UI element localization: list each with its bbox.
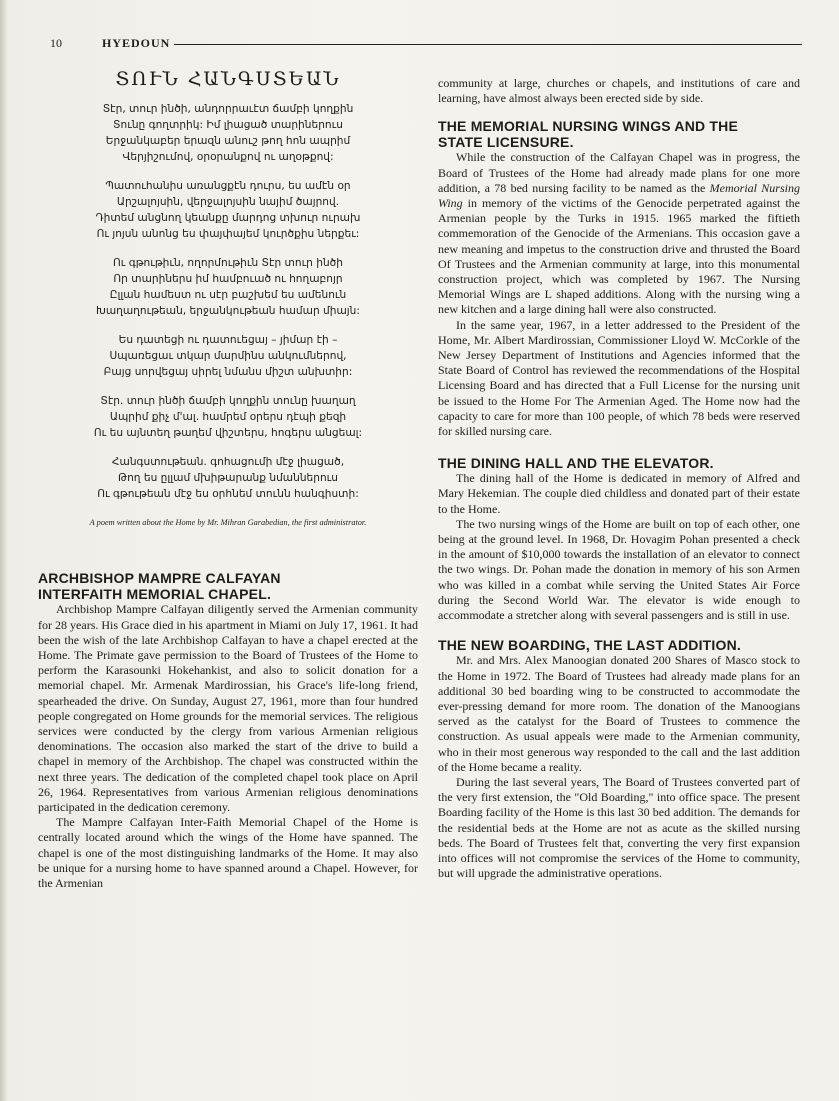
poem-stanza <box>38 255 418 319</box>
heading-line: ARCHBISHOP MAMPRE CALFAYAN <box>38 570 281 587</box>
poem-stanza <box>38 393 418 441</box>
boarding-paragraph: Mr. and Mrs. Alex Manoogian donated 200 Shares of Masco stock to the Home in 1972. The Board of Trustees had already made plans for an additional 30 bed boarding wing to be constructed to accommodate the ever-pressing demand for more room. The donation of the Manoogians served as the catalyst for the Board of Trustees to commence the construction. As usual appeals were made to the Armenian community, who in their most generous way responded to the call and the last addition of the Home became a reality. <box>438 653 800 774</box>
archbishop-heading <box>38 570 418 602</box>
nursing-paragraph <box>438 150 800 317</box>
poem-line: Ըլլան համեստ ու սէր բաշխեմ ես ամենուն <box>109 289 347 302</box>
right-column <box>438 76 800 881</box>
poem-stanza <box>38 101 418 165</box>
heading-line: THE MEMORIAL NURSING WINGS AND THE <box>438 118 739 135</box>
heading-line: STATE LICENSURE. <box>438 134 574 151</box>
poem-line: Հանգստութեան. գոհացումի մէջ լիացած, <box>111 456 345 469</box>
poem-line: Ու գթութիւն, ողորմութիւն Տէր տուր ինծի <box>113 257 343 270</box>
poem-line: Պատուհանիս առանցքէն դուրս, ես ամէն օր <box>105 180 351 193</box>
poem-line: Ու ես այնտեղ թաղեմ վիշտերս, հոգերս անցեալ: <box>93 427 363 440</box>
poem-line: Տէր, տուր ինծի, անդորրաւէտ ճամբի կողքին <box>102 103 354 116</box>
poem-stanza <box>38 332 418 380</box>
poem-line: Որ տարիներս իմ համբուած ու հողաբոյր <box>113 273 343 286</box>
poem-stanza <box>38 454 418 502</box>
poem-line: Ու գթութեան մէջ ես օրհնեմ տունն հանգիստի: <box>97 488 359 501</box>
poem-caption: A poem written about the Home by Mr. Mihran Garabedian, the first administrator. <box>89 518 367 528</box>
poem-line: Ապրիմ քիչ մ'ալ. համրեմ օրերս դէպի քեզի <box>109 411 347 424</box>
poem-line: Տունը գողտրիկ: Իմ լիացած տարիներուս <box>113 119 343 132</box>
poem-line: Թող ես ըլլամ մխիթարանք նմաններուս <box>117 472 338 485</box>
left-column <box>38 68 418 891</box>
poem-line: Սպառեցաւ տկար մարմինս անկումներով, <box>109 350 347 363</box>
running-title: HYEDOUN <box>102 36 171 50</box>
nursing-heading <box>438 118 800 150</box>
poem-line: Ու յոյսն անոնց ես փայփայեմ կուրծքիս ներքեւ: <box>96 228 360 241</box>
header-rule <box>174 44 802 45</box>
poem-line: Բայց սորվեցայ սիրել նմանս միշտ անխտիր: <box>103 366 353 379</box>
continued-paragraph: community at large, churches or chapels, and institutions of care and learning, have almost always been erected side by side. <box>438 76 800 106</box>
text-run: While the construction of the Calfayan Chapel was in progress, the Board of Trustees of the Home had already made plans for one more addition, a 78 bed nursing facility to be named as the <box>438 150 800 195</box>
boarding-paragraph: During the last several years, The Board of Trustees converted part of the very first extension, the "Old Boarding," into office space. The present Boarding facility of the Home is this last 30 bed addition. The demands for the residential beds at the Home are not as acute as the skilled nursing beds. The Board of Trustees felt that, converting the very first expansion into offices will not compromise the services of the Home to community, but will upgrade the administrative operations. <box>438 774 800 881</box>
page-number: 10 <box>50 36 62 50</box>
poem-line: Երջանկաբեր երազն անուշ թող հոն ապրիմ <box>105 135 351 148</box>
archbishop-paragraph: Archbishop Mampre Calfayan diligently served the Armenian community for 28 years. His Grace died in his apartment in Miami on July 17, 1961. It had been the wish of the late Archbishop Calfayan to have a chapel erected at the Home. The Primate gave permission to the Board of Trustees of the Home to perform the Karasounki Hokehankist, and also to solicit donation for a memorial chapel. Mr. Armenak Mardirossian, his Grace's life-long friend, spearheaded the drive. On Sunday, August 27, 1961, more than four hundred people congregated on Home grounds for the memorial services. The religious services were conducted by the clergy from various Armenian religious denominations. The occasion also marked the start of the drive to build a chapel in memory of the Archbishop. The chapel was constructed within the next three years. The dedication of the completed chapel took place on April 26, 1964. Representatives from various Armenian religious denominations participated in the dedication ceremony. <box>38 602 418 815</box>
dining-paragraph: The dining hall of the Home is dedicated in memory of Alfred and Mary Hekemian. The couple died childless and donated part of their estate to the Home. <box>438 471 800 516</box>
poem-line: Արշալոյսին, վերջալոյսին նայիմ ծայրով. <box>116 196 340 209</box>
poem-line: Ես դատեցի ու դատուեցայ – յիմար էի – <box>118 334 338 347</box>
poem-line: Դիտեմ անցնող կեանքը մարդոց տխուր ուրախ <box>95 212 361 225</box>
text-run: in memory of the victims of the Genocide perpetrated against the Armenian people by the Turks in 1915. 1965 marked the fiftieth commemoration of the Genocide of the Armenians. This occasion gave a new meaning and impetus to the construction drive and thrusted the Board Of Trustees and the Armenian community at large, into this monumental construction project, which was completed by 1967. The Nursing Memorial Wings are L shaped additions. Along with the nursing wing a new kitchen and a large dining hall were also constructed. <box>438 196 800 317</box>
heading-line: INTERFAITH MEMORIAL CHAPEL. <box>38 586 272 603</box>
dining-paragraph: The two nursing wings of the Home are built on top of each other, one being at the ground level. In 1968, Dr. Hovagim Pohan presented a check in the amount of $10,000 towards the installation of an elevator to connect the two wings. Dr. Pohan made the donation in memory of his son Armen who was killed in a combat while serving the United States Air Force during the Second World War. The elevator is wide enough to accommodate a stretcher along with several passengers and is still in use. <box>438 516 800 623</box>
poem-line: Վերյիշումով, օրօրանքով ու աղօթքով: <box>122 151 334 164</box>
poem-title: ՏՈՒՆ ՀԱՆԳՍՏԵԱՆ <box>115 68 341 90</box>
archbishop-paragraph: The Mampre Calfayan Inter-Faith Memorial Chapel of the Home is centrally located around which the wings of the Home have spanned. The chapel is one of the most distinguishing landmarks of the Home. It may also be unique for a nursing home to have spanned around a Chapel. However, for the Armenian <box>38 815 418 891</box>
poem-stanza <box>38 178 418 242</box>
poem-line: Խաղաղութեան, երջանկութեան համար միայն: <box>96 305 360 318</box>
nursing-paragraph: In the same year, 1967, in a letter addressed to the President of the Home, Mr. Albert Mardirossian, Commissioner Lloyd W. McCorkle of the New Jersey Department of Institutions and Agencies informed that the State Board of Control has reviewed the recommendations of the Hospital Licensing Board and has directed that a Full License for the nursing unit be issued to the Home For The Armenian Aged. The Home now had the capacity to care for more than 100 people, of which 78 beds were reserved for skilled nursing care. <box>438 317 800 439</box>
boarding-heading: THE NEW BOARDING, THE LAST ADDITION. <box>438 637 742 654</box>
italic-term: Memorial Nursing Wing <box>438 180 800 211</box>
page-header <box>50 36 802 54</box>
poem-line: Տէր. տուր ինծի ճամբի կողքին տունը խաղաղ <box>100 395 356 408</box>
dining-heading: THE DINING HALL AND THE ELEVATOR. <box>438 455 714 472</box>
